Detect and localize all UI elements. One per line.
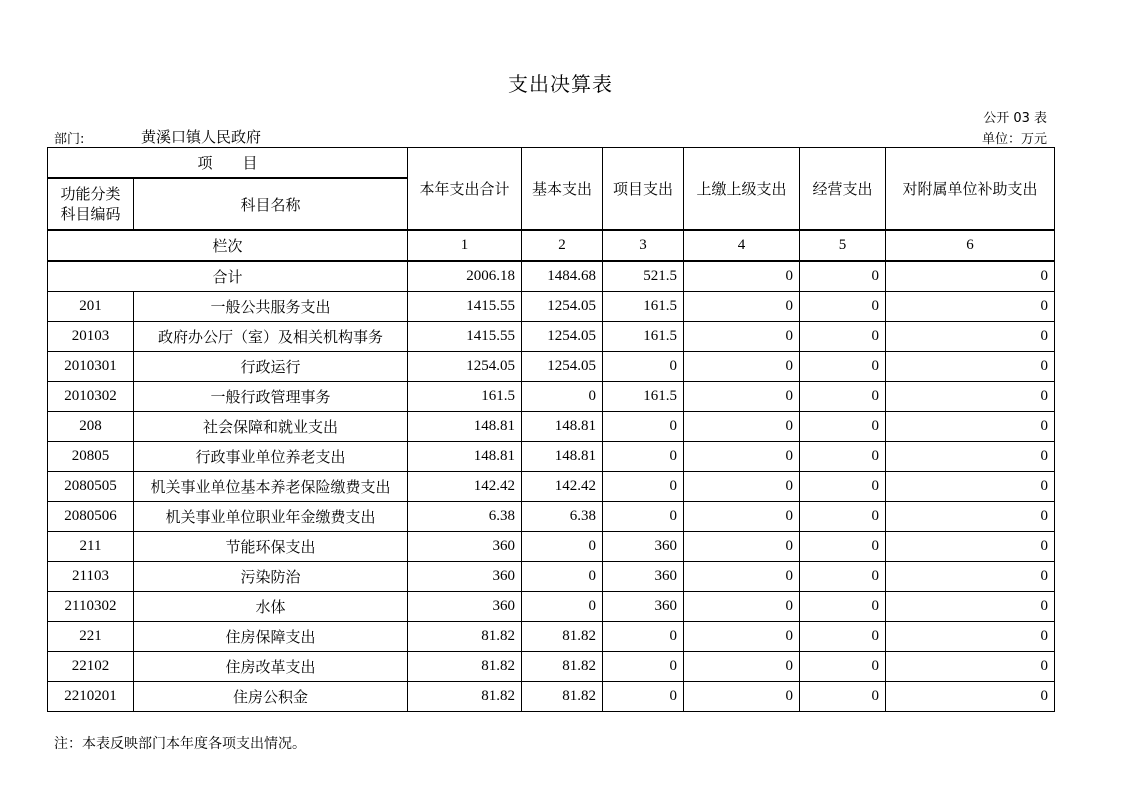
total-row: [48, 261, 1055, 292]
row-value: 0: [603, 352, 684, 382]
row-value: 0: [886, 622, 1055, 652]
row-value: 521.5: [603, 261, 684, 292]
row-value: 1415.55: [408, 322, 522, 352]
row-value: 0: [603, 622, 684, 652]
table-row: [48, 532, 1055, 562]
row-value: 1254.05: [522, 322, 603, 352]
department-name: 黄溪口镇人民政府: [141, 128, 262, 146]
row-value: 0: [684, 412, 800, 442]
row-value: 360: [408, 532, 522, 562]
footnote: 注：本表反映部门本年度各项支出情况。: [54, 736, 306, 752]
row-value: 0: [886, 442, 1055, 472]
column-number: 3: [603, 230, 684, 261]
row-value: 1254.05: [522, 352, 603, 382]
row-value: 81.82: [408, 652, 522, 682]
row-value: 0: [886, 292, 1055, 322]
table-row: [48, 442, 1055, 472]
table-row: [48, 322, 1055, 352]
table-row: [48, 592, 1055, 622]
row-value: 0: [522, 562, 603, 592]
row-name: 节能环保支出: [134, 532, 408, 562]
header-subsidy: 对附属单位补助支出: [886, 148, 1055, 231]
row-value: 81.82: [522, 682, 603, 712]
row-value: 0: [684, 532, 800, 562]
row-value: 0: [886, 261, 1055, 292]
row-name: 合计: [48, 261, 408, 292]
table-row: [48, 652, 1055, 682]
row-value: 0: [800, 502, 886, 532]
row-code: 221: [48, 622, 134, 652]
row-value: 0: [886, 352, 1055, 382]
row-name: 社会保障和就业支出: [134, 412, 408, 442]
row-code: 2010302: [48, 382, 134, 412]
row-value: 0: [684, 502, 800, 532]
row-value: 0: [886, 592, 1055, 622]
row-value: 0: [603, 412, 684, 442]
header-business: 经营支出: [800, 148, 886, 231]
row-value: 0: [684, 442, 800, 472]
table-row: [48, 292, 1055, 322]
row-value: 0: [684, 682, 800, 712]
row-name: 住房改革支出: [134, 652, 408, 682]
row-value: 161.5: [408, 382, 522, 412]
row-code: 2010301: [48, 352, 134, 382]
row-value: 0: [684, 472, 800, 502]
row-value: 0: [800, 261, 886, 292]
row-value: 0: [800, 352, 886, 382]
table-row: [48, 412, 1055, 442]
row-value: 0: [684, 352, 800, 382]
row-name: 污染防治: [134, 562, 408, 592]
row-value: 161.5: [603, 292, 684, 322]
expenditure-table: [47, 147, 1055, 712]
row-value: 148.81: [408, 412, 522, 442]
row-name: 行政事业单位养老支出: [134, 442, 408, 472]
row-value: 0: [886, 382, 1055, 412]
row-value: 0: [886, 502, 1055, 532]
header-total: 本年支出合计: [408, 148, 522, 231]
row-value: 0: [800, 292, 886, 322]
row-name: 机关事业单位职业年金缴费支出: [134, 502, 408, 532]
row-value: 0: [603, 652, 684, 682]
row-value: 0: [684, 292, 800, 322]
row-code: 208: [48, 412, 134, 442]
row-value: 2006.18: [408, 261, 522, 292]
row-value: 1484.68: [522, 261, 603, 292]
header-project: 项目支出: [603, 148, 684, 231]
row-code: 201: [48, 292, 134, 322]
row-value: 0: [684, 592, 800, 622]
row-value: 1415.55: [408, 292, 522, 322]
row-value: 0: [603, 682, 684, 712]
row-value: 0: [800, 652, 886, 682]
row-name: 机关事业单位基本养老保险缴费支出: [134, 472, 408, 502]
table-row: [48, 352, 1055, 382]
header-code: 功能分类科目编码: [48, 178, 134, 230]
row-value: 0: [684, 622, 800, 652]
row-value: 81.82: [408, 682, 522, 712]
row-name: 一般行政管理事务: [134, 382, 408, 412]
row-name: 行政运行: [134, 352, 408, 382]
row-value: 148.81: [522, 442, 603, 472]
row-value: 0: [800, 592, 886, 622]
header-name: 科目名称: [134, 178, 408, 230]
column-number-label: 栏次: [48, 230, 408, 261]
row-value: 81.82: [522, 652, 603, 682]
row-value: 0: [886, 562, 1055, 592]
row-code: 20805: [48, 442, 134, 472]
row-value: 0: [522, 532, 603, 562]
header-basic: 基本支出: [522, 148, 603, 231]
row-code: 2110302: [48, 592, 134, 622]
row-value: 0: [522, 382, 603, 412]
row-code: 2210201: [48, 682, 134, 712]
row-value: 148.81: [408, 442, 522, 472]
column-number: 6: [886, 230, 1055, 261]
header-upper: 上缴上级支出: [684, 148, 800, 231]
department-label: 部门:: [54, 132, 85, 147]
row-value: 360: [408, 562, 522, 592]
row-name: 一般公共服务支出: [134, 292, 408, 322]
row-value: 161.5: [603, 382, 684, 412]
table-row: [48, 472, 1055, 502]
row-value: 0: [800, 682, 886, 712]
form-number: 公开 03 表: [983, 111, 1047, 126]
column-number: 5: [800, 230, 886, 261]
row-value: 0: [684, 261, 800, 292]
row-value: 0: [800, 412, 886, 442]
row-value: 0: [684, 562, 800, 592]
column-number: 4: [684, 230, 800, 261]
column-number-row: [48, 230, 1055, 261]
row-value: 6.38: [522, 502, 603, 532]
row-value: 0: [800, 442, 886, 472]
row-value: 0: [886, 412, 1055, 442]
row-value: 0: [886, 682, 1055, 712]
row-value: 360: [603, 592, 684, 622]
row-code: 22102: [48, 652, 134, 682]
table-row: [48, 622, 1055, 652]
row-code: 20103: [48, 322, 134, 352]
row-value: 0: [886, 652, 1055, 682]
row-name: 水体: [134, 592, 408, 622]
row-value: 148.81: [522, 412, 603, 442]
row-value: 0: [603, 502, 684, 532]
row-value: 0: [684, 652, 800, 682]
row-value: 142.42: [408, 472, 522, 502]
row-value: 0: [886, 532, 1055, 562]
row-code: 2080506: [48, 502, 134, 532]
row-value: 360: [603, 562, 684, 592]
row-value: 360: [408, 592, 522, 622]
row-name: 政府办公厅（室）及相关机构事务: [134, 322, 408, 352]
row-value: 0: [800, 622, 886, 652]
row-value: 161.5: [603, 322, 684, 352]
row-value: 6.38: [408, 502, 522, 532]
row-value: 0: [886, 322, 1055, 352]
row-value: 0: [800, 382, 886, 412]
row-value: 360: [603, 532, 684, 562]
table-row: [48, 562, 1055, 592]
row-code: 211: [48, 532, 134, 562]
row-code: 2080505: [48, 472, 134, 502]
row-value: 81.82: [408, 622, 522, 652]
row-value: 1254.05: [522, 292, 603, 322]
row-value: 0: [800, 562, 886, 592]
unit-label: 单位：万元: [981, 132, 1047, 147]
header-item: 项 目: [48, 148, 408, 179]
table-row: [48, 502, 1055, 532]
row-value: 0: [886, 472, 1055, 502]
row-value: 0: [800, 532, 886, 562]
row-value: 0: [800, 322, 886, 352]
row-value: 142.42: [522, 472, 603, 502]
table-row: [48, 382, 1055, 412]
row-value: 0: [684, 322, 800, 352]
row-value: 0: [684, 382, 800, 412]
row-value: 1254.05: [408, 352, 522, 382]
column-number: 2: [522, 230, 603, 261]
row-value: 0: [603, 442, 684, 472]
row-code: 21103: [48, 562, 134, 592]
row-value: 0: [603, 472, 684, 502]
row-value: 0: [522, 592, 603, 622]
column-number: 1: [408, 230, 522, 261]
row-name: 住房保障支出: [134, 622, 408, 652]
table-row: [48, 682, 1055, 712]
row-name: 住房公积金: [134, 682, 408, 712]
page-title: 支出决算表: [508, 72, 613, 96]
row-value: 0: [800, 472, 886, 502]
row-value: 81.82: [522, 622, 603, 652]
